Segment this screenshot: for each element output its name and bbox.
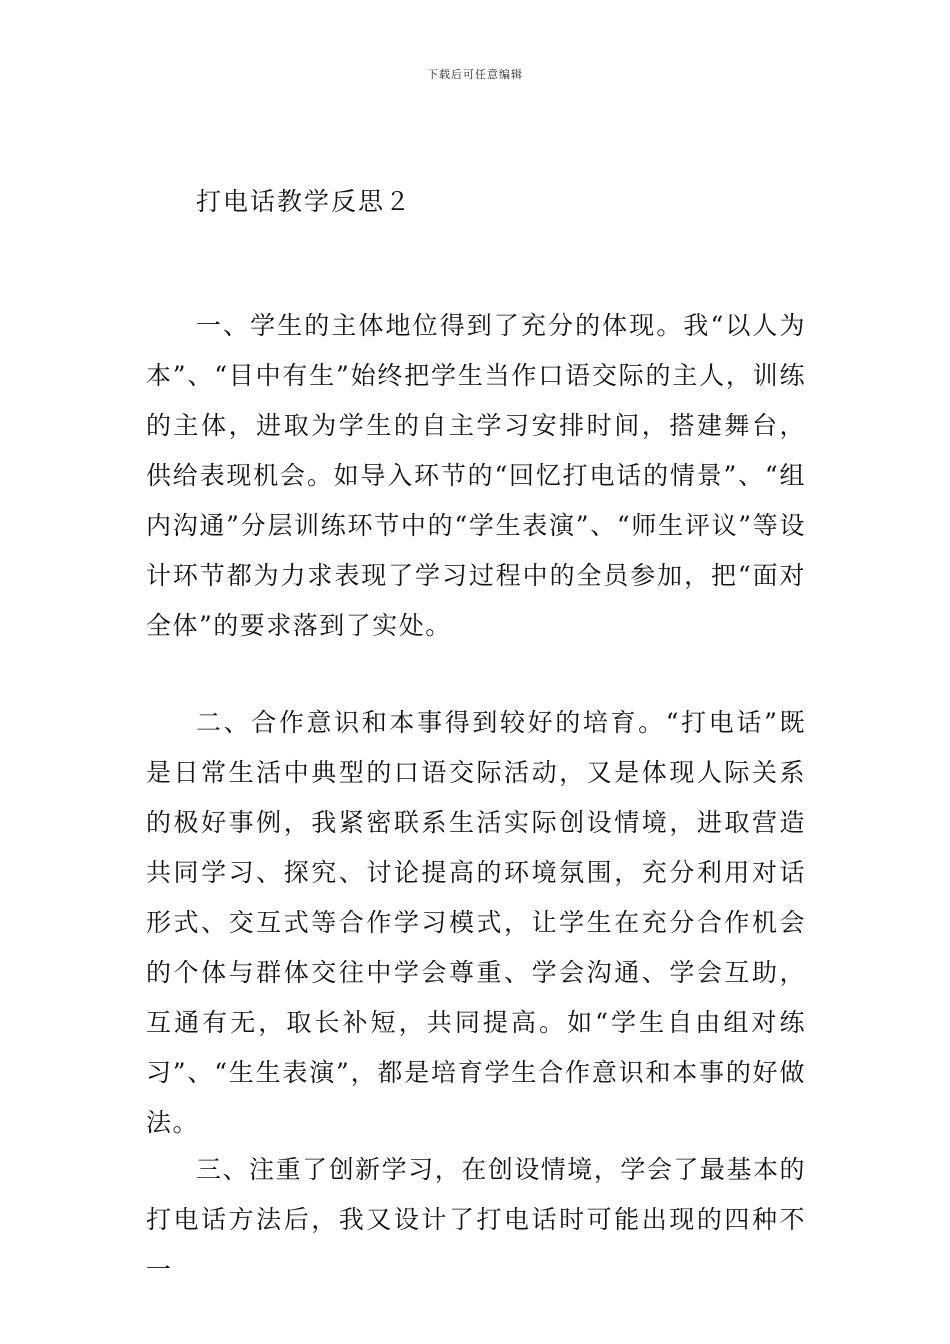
paragraph-3: 三、注重了创新学习，在创设情境，学会了最基本的打电话方法后，我又设计了打电话时可能出现的四种不一 — [146, 1155, 806, 1284]
paragraph-2: 二、合作意识和本事得到较好的培育。“打电话”既是日常生活中典型的口语交际活动，又是体现人际关系的极好事例，我紧密联系生活实际创设情境，进取营造共同学习、探究、讨论提高的环境氛围，充分利用对话形式、交互式等合作学习模式，让学生在充分合作机会的个体与群体交往中学会尊重、学会沟通、学会互助，互通有无，取长补短，共同提高。如“学生自由组对练习”、“生生表演”，都是培育学生合作意识和本事的好做法。 — [146, 708, 806, 1137]
document-title: 打电话教学反思２ — [196, 187, 413, 216]
paragraph-1: 一、学生的主体地位得到了充分的体现。我“以人为本”、“目中有生”始终把学生当作口语交际的主人，训练的主体，进取为学生的自主学习安排时间，搭建舞台，供给表现机会。如导入环节的“回忆打电话的情景”、“组内沟通”分层训练环节中的“学生表演”、“师生评议”等设计环节都为力求表现了学习过程中的全员参加，把“面对全体”的要求落到了实处。 — [146, 311, 806, 640]
header-note: 下载后可任意编辑 — [427, 68, 523, 81]
